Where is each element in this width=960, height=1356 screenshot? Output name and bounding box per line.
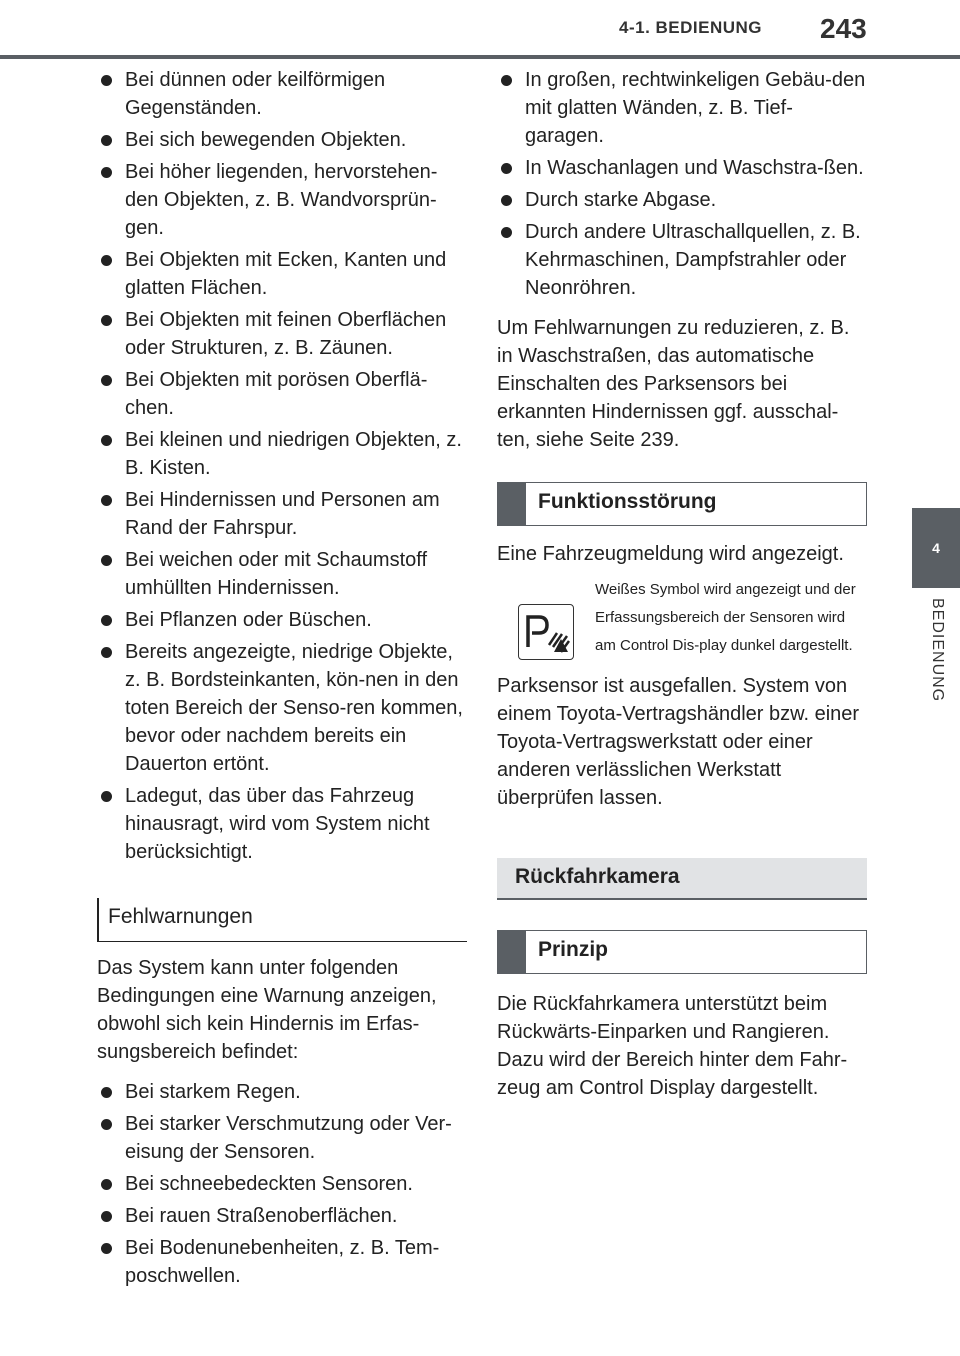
list-item [97, 1170, 467, 1198]
prinzip-paragraph: Die Rückfahrkamera unterstützt beim Rückwärts-Einparken und Rangieren. Dazu wird der Bereich hinter dem Fahr-zeug am Control Display dargestellt. [497, 993, 848, 1099]
list-item-text: Bei Objekten mit feinen Oberflächen oder Strukturen, z. B. Zäunen. [125, 309, 447, 359]
chapter-label: BEDIENUNG [929, 598, 946, 703]
list-item [97, 246, 467, 302]
heading-label: Funktionsstörung [538, 490, 717, 513]
heading-bar [498, 931, 526, 973]
fehlwarnungen-heading: Fehlwarnungen [97, 898, 467, 942]
list-item-text: Ladegut, das über das Fahrzeug hinausragt, wird vom System nicht berücksichtigt. [125, 785, 430, 863]
list-item-text: Bei Hindernissen und Personen am Rand der Fahrspur. [125, 489, 440, 539]
reduce-warnings-paragraph: Um Fehlwarnungen zu reduzieren, z. B. in Waschstraßen, das automatische Einschalten des Parksensors bei erkannten Hindernissen ggf. ausschal-ten, siehe Seite 239. [497, 317, 850, 451]
bullet-icon [101, 1243, 112, 1254]
list-item [97, 486, 467, 542]
bullet-icon [501, 195, 512, 206]
bullet-list-limitations [97, 66, 467, 866]
list-item [97, 546, 467, 602]
list-item-text: Bei rauen Straßenoberflächen. [125, 1205, 398, 1227]
bullet-icon [101, 375, 112, 386]
message-block [497, 576, 867, 660]
bullet-icon [101, 167, 112, 178]
list-item-text: Durch starke Abgase. [525, 189, 717, 211]
list-item [97, 1202, 467, 1230]
list-item-text: In großen, rechtwinkeligen Gebäu-den mit glatten Wänden, z. B. Tief-garagen. [525, 69, 866, 147]
page-number: 243 [820, 13, 867, 44]
bullet-icon [501, 227, 512, 238]
list-item-text: Bei sich bewegenden Objekten. [125, 129, 407, 151]
list-item-text: Bei Objekten mit porösen Oberflä-chen. [125, 369, 428, 419]
bullet-icon [101, 255, 112, 266]
list-item-text: Bei Bodenunebenheiten, z. B. Tem-poschwellen. [125, 1237, 440, 1287]
bullet-list-false-warnings [97, 1078, 467, 1290]
chapter-tab: 4 [912, 508, 960, 588]
list-item [97, 66, 467, 122]
list-item [497, 186, 867, 214]
bullet-icon [101, 1119, 112, 1130]
message-description: Weißes Symbol wird angezeigt und der Erfassungsbereich der Sensoren wird am Control Dis-play dunkel dargestellt. [595, 581, 856, 654]
bullet-icon [101, 495, 112, 506]
bullet-icon [101, 1179, 112, 1190]
list-item-text: Bei schneebedeckten Sensoren. [125, 1173, 413, 1195]
bullet-icon [101, 647, 112, 658]
bullet-icon [101, 1087, 112, 1098]
list-item-text: Bei Pflanzen oder Büschen. [125, 609, 372, 631]
header-rule [0, 55, 960, 59]
list-item [97, 1078, 467, 1106]
heading-label: Prinzip [538, 938, 609, 961]
funktionsstoerung-heading [497, 482, 867, 526]
list-item [497, 218, 867, 302]
list-item-text: Bei Objekten mit Ecken, Kanten und glatten Flächen. [125, 249, 447, 299]
heading-bar [498, 483, 526, 525]
list-item-text: Bei weichen oder mit Schaumstoff umhüllten Hindernissen. [125, 549, 428, 599]
list-item [497, 154, 867, 182]
bullet-icon [501, 75, 512, 86]
list-item [97, 126, 467, 154]
bullet-icon [101, 75, 112, 86]
right-column [497, 66, 867, 1102]
list-item [497, 66, 867, 150]
bullet-icon [501, 163, 512, 174]
bullet-icon [101, 615, 112, 626]
bullet-icon [101, 555, 112, 566]
list-item-text: Bei dünnen oder keilförmigen Gegenständen. [125, 69, 386, 119]
vehicle-message-intro: Eine Fahrzeugmeldung wird angezeigt. [497, 543, 844, 565]
park-sensor-warning-icon [518, 604, 574, 660]
list-item [97, 638, 467, 778]
list-item [97, 158, 467, 242]
heading-label: Rückfahrkamera [515, 865, 680, 888]
bullet-list-false-warnings-cont [497, 66, 867, 302]
list-item-text: Durch andere Ultraschallquellen, z. B. Kehrmaschinen, Dampfstrahler oder Neonröhren. [525, 221, 861, 299]
list-item-text: Bei starkem Regen. [125, 1081, 301, 1103]
list-item [97, 1234, 467, 1290]
rueckfahrkamera-heading [497, 858, 867, 900]
prinzip-heading [497, 930, 867, 974]
bullet-icon [101, 315, 112, 326]
bullet-icon [101, 791, 112, 802]
sensor-failure-paragraph: Parksensor ist ausgefallen. System von einem Toyota-Vertragshändler bzw. einer Toyota-Vertragswerkstatt oder einer anderen verlässlichen Werkstatt überprüfen lassen. [497, 675, 860, 809]
fehlwarnungen-intro: Das System kann unter folgenden Bedingungen eine Warnung anzeigen, obwohl sich kein Hindernis im Erfas-sungsbereich befindet: [97, 957, 437, 1063]
list-item-text: Bereits angezeigte, niedrige Objekte, z. B. Bordsteinkanten, kön-nen in den toten Bereich der Senso-ren kommen, bevor oder nachdem bereits ein Dauerton ertönt. [125, 641, 463, 775]
list-item-text: In Waschanlagen und Waschstra-ßen. [525, 157, 864, 179]
list-item [97, 782, 467, 866]
header-section-title: 4-1. BEDIENUNG [619, 18, 763, 37]
list-item [97, 366, 467, 422]
left-column [97, 66, 467, 1294]
list-item [97, 606, 467, 634]
list-item [97, 1110, 467, 1166]
list-item-text: Bei kleinen und niedrigen Objekten, z. B. Kisten. [125, 429, 462, 479]
bullet-icon [101, 435, 112, 446]
list-item-text: Bei höher liegenden, hervorstehen-den Objekten, z. B. Wandvorsprün-gen. [125, 161, 438, 239]
list-item [97, 426, 467, 482]
bullet-icon [101, 135, 112, 146]
list-item [97, 306, 467, 362]
list-item-text: Bei starker Verschmutzung oder Ver-eisung der Sensoren. [125, 1113, 452, 1163]
bullet-icon [101, 1211, 112, 1222]
